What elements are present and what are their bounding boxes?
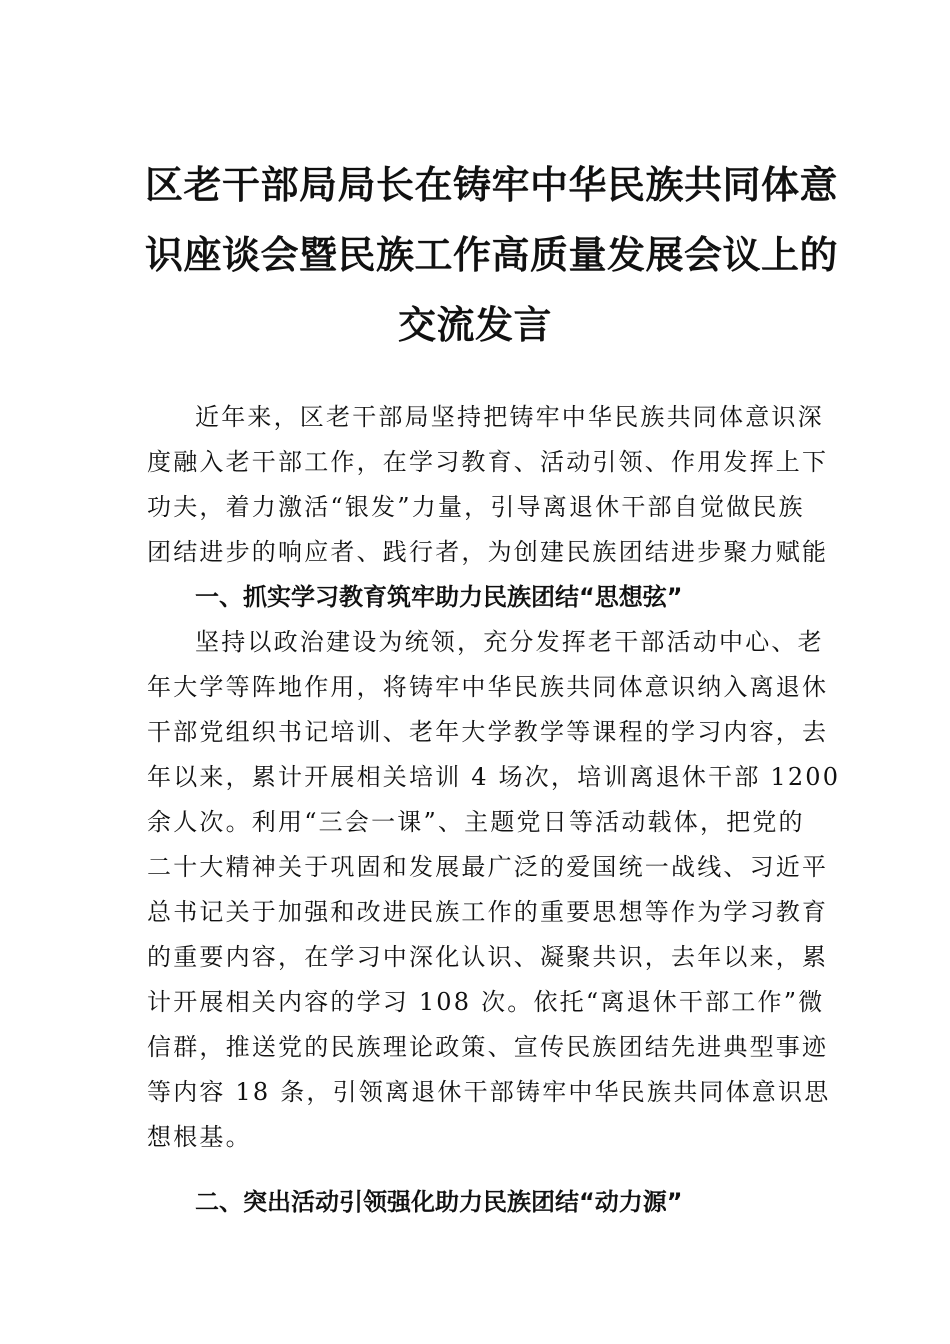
- section-1-line: 干部党组织书记培训、老年大学教学等课程的学习内容，去: [147, 718, 829, 746]
- section-1-line: 年以来，累计开展相关培训 4 场次，培训离退休干部 1200: [147, 763, 841, 791]
- section-1-line: 等内容 18 条，引领离退休干部铸牢中华民族共同体意识思: [147, 1078, 831, 1106]
- section-1-line: 信群，推送党的民族理论政策、宣传民族团结先进典型事迹: [147, 1033, 829, 1061]
- section-1-line: 年大学等阵地作用，将铸牢中华民族共同体意识纳入离退休: [147, 673, 829, 701]
- section-1-heading: 一、抓实学习教育筑牢助力民族团结“思想弦”: [195, 583, 683, 611]
- document-title: [145, 150, 839, 360]
- section-1-line: 坚持以政治建设为统领，充分发挥老干部活动中心、老: [195, 628, 824, 656]
- title-line-1: 区老干部局局长在铸牢中华民族共同体意: [145, 163, 839, 207]
- intro-line: 功夫，着力激活“银发”力量，引导离退休干部自觉做民族: [147, 493, 805, 521]
- section-1-line: 的重要内容，在学习中深化认识、凝聚共识，去年以来，累: [147, 943, 829, 971]
- document-body: [147, 395, 841, 1225]
- intro-line: 度融入老干部工作，在学习教育、活动引领、作用发挥上下: [147, 448, 829, 476]
- title-line-2: 识座谈会暨民族工作高质量发展会议上的: [145, 233, 839, 277]
- title-line-3: 交流发言: [397, 303, 552, 347]
- section-1-line: 总书记关于加强和改进民族工作的重要思想等作为学习教育: [147, 898, 829, 926]
- intro-line: 近年来，区老干部局坚持把铸牢中华民族共同体意识深: [195, 403, 824, 431]
- section-1-line: 余人次。利用“三会一课”、主题党日等活动载体，把党的: [147, 808, 805, 836]
- section-gap: [147, 1160, 807, 1180]
- section-1-line: 计开展相关内容的学习 108 次。依托“离退休干部工作”微: [147, 988, 825, 1016]
- section-1-line: 想根基。: [147, 1123, 252, 1151]
- section-1-line: 二十大精神关于巩固和发展最广泛的爱国统一战线、习近平: [147, 853, 829, 881]
- section-2-heading: 二、突出活动引领强化助力民族团结“动力源”: [195, 1188, 683, 1216]
- intro-paragraph: [147, 395, 829, 575]
- intro-line: 团结进步的响应者、践行者，为创建民族团结进步聚力赋能: [147, 538, 829, 566]
- section-1-paragraph: [147, 620, 841, 1160]
